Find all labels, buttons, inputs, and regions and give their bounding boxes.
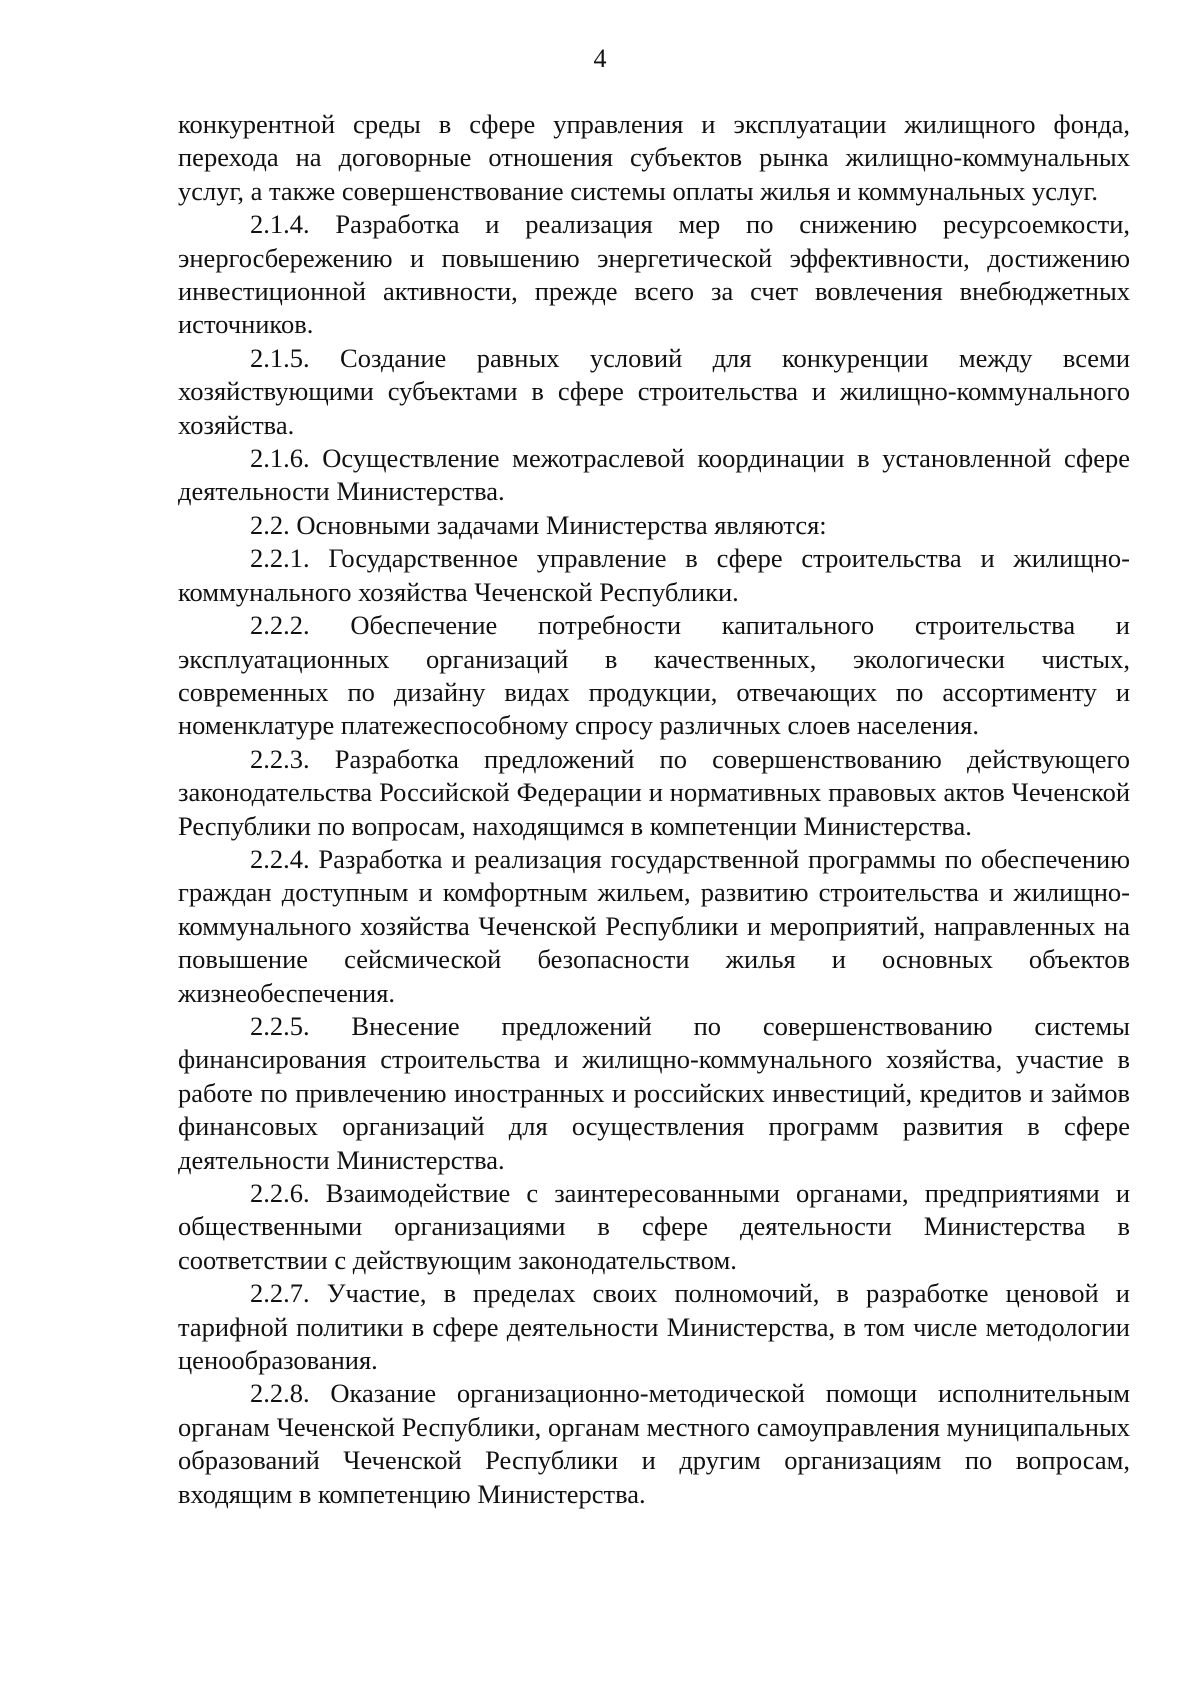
paragraph-2-2-2: 2.2.2. Обеспечение потребности капитального строительства и эксплуатационных организаций в качественных, экологически чистых, современных по дизайну видах продукции, отвечающих по ассортименту и номенклатуре платежеспособному спросу различных слоев населения.: [178, 610, 1130, 741]
paragraph-2-2-5: 2.2.5. Внесение предложений по совершенствованию системы финансирования строительства и жилищно-коммунального хозяйства, участие в работе по привлечению иностранных и российских инвестиций, кредитов и займов финансовых организаций для осуществления программ развития в сфере деятельности Министерства.: [178, 1010, 1130, 1175]
paragraph-2-2-1: 2.2.1. Государственное управление в сфере строительства и жилищно-коммунального хозяйства Чеченской Республики.: [178, 543, 1130, 607]
paragraph-2-2-6: 2.2.6. Взаимодействие с заинтересованными органами, предприятиями и общественными организациями в сфере деятельности Министерства в соответствии с действующим законодательством.: [178, 1178, 1130, 1275]
paragraph-2-2-3: 2.2.3. Разработка предложений по совершенствованию действующего законодательства Российской Федерации и нормативных правовых актов Чеченской Республики по вопросам, находящимся в компетенции Министерства.: [178, 743, 1130, 841]
paragraph-2-1-4: 2.1.4. Разработка и реализация мер по снижению ресурсоемкости, энергосбережению и повышению энергетической эффективности, достижению инвестиционной активности, прежде всего за счет вовлечения внебюджетных источников.: [178, 209, 1130, 340]
paragraph-2-2-8: 2.2.8. Оказание организационно-методической помощи исполнительным органам Чеченской Республики, органам местного самоуправления муниципальных образований Чеченской Республики и другим организациям по вопросам, входящим в компетенцию Министерства.: [178, 1378, 1130, 1509]
paragraph-2-2-4: 2.2.4. Разработка и реализация государственной программы по обеспечению граждан доступным и комфортным жильем, развитию строительства и жилищно-коммунального хозяйства Чеченской Республики и мероприятий, направленных на повышение сейсмической безопасности жилья и основных объектов жизнеобеспечения.: [178, 843, 1130, 1008]
paragraph-2-1-5: 2.1.5. Создание равных условий для конкуренции между всеми хозяйствующими субъектами в сфере строительства и жилищно-коммунального хозяйства.: [178, 342, 1130, 440]
document-body: [178, 108, 1130, 1511]
paragraph-continuation: конкурентной среды в сфере управления и эксплуатации жилищного фонда, перехода на договорные отношения субъектов рынка жилищно-коммунальных услуг, а также совершенствование системы оплаты жилья и коммунальных услуг.: [178, 109, 1130, 206]
paragraph-2-2: 2.2. Основными задачами Министерства являются:: [250, 509, 827, 540]
paragraph-2-1-6: 2.1.6. Осуществление межотраслевой координации в установленной сфере деятельности Министерства.: [178, 443, 1130, 507]
paragraph-2-2-7: 2.2.7. Участие, в пределах своих полномочий, в разработке ценовой и тарифной политики в сфере деятельности Министерства, в том числе методологии ценообразования.: [178, 1278, 1130, 1376]
page-number: 4: [593, 44, 607, 73]
